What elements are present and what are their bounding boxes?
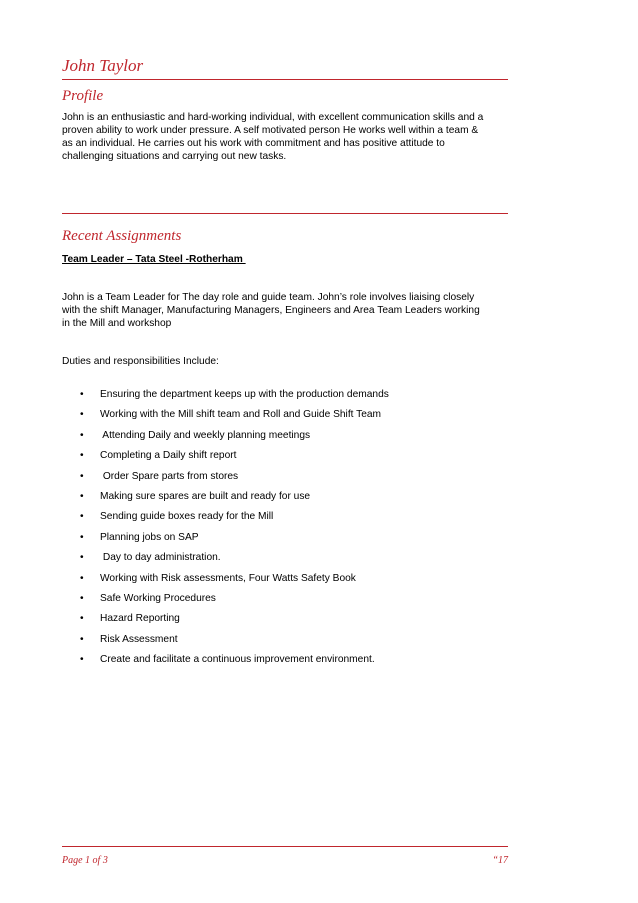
bullet-icon: • xyxy=(80,654,84,666)
duty-text: Working with Risk assessments, Four Watts Safety Book xyxy=(100,572,356,584)
profile-paragraph xyxy=(62,111,512,163)
duty-text: Safe Working Procedures xyxy=(100,592,216,604)
footer-divider xyxy=(62,846,508,847)
bullet-icon: • xyxy=(80,572,84,584)
duties-intro: Duties and responsibilities Include: xyxy=(62,356,219,367)
bullet-icon: • xyxy=(80,592,84,604)
duty-text: Ensuring the department keeps up with the production demands xyxy=(100,389,389,400)
duty-text: Attending Daily and weekly planning meetings xyxy=(100,429,311,441)
bullet-icon: • xyxy=(80,429,84,441)
profile-line: proven ability to work under pressure. A self motivated person He works well within a team & xyxy=(62,125,479,136)
duty-text: Create and facilitate a continuous improvement environment. xyxy=(100,654,375,666)
duty-text: Hazard Reporting xyxy=(100,613,180,625)
footer-date: “17 xyxy=(492,855,508,866)
duty-text: Day to day administration. xyxy=(100,552,221,564)
profile-line: John is an enthusiastic and hard-working individual, with excellent communication skills and a xyxy=(62,112,484,123)
profile-line: as an individual. He carries out his work with commitment and has positive attitude to xyxy=(62,138,445,149)
bullet-icon: • xyxy=(80,470,84,482)
page-number: Page 1 of 3 xyxy=(62,855,108,866)
duty-text: Risk Assessment xyxy=(100,633,178,645)
role-line: John is a Team Leader for The day role and guide team. John’s role involves liaising closely xyxy=(62,292,475,303)
bullet-icon: • xyxy=(80,633,84,645)
section-divider xyxy=(62,213,508,214)
profile-line: challenging situations and carrying out new tasks. xyxy=(62,151,287,162)
job-title: Team Leader – Tata Steel -Rotherham xyxy=(62,254,246,265)
bullet-icon: • xyxy=(80,531,84,543)
bullet-icon: • xyxy=(80,450,84,462)
bullet-icon: • xyxy=(80,409,84,421)
bullet-icon: • xyxy=(80,613,84,625)
duty-text: Order Spare parts from stores xyxy=(100,470,239,482)
candidate-name: John Taylor xyxy=(62,56,144,75)
bullet-icon: • xyxy=(80,389,84,400)
duty-text: Completing a Daily shift report xyxy=(100,450,237,462)
duty-text: Planning jobs on SAP xyxy=(100,531,199,543)
duty-text: Making sure spares are built and ready for use xyxy=(100,490,311,502)
header-divider xyxy=(62,79,508,80)
duty-text: Working with the Mill shift team and Roll and Guide Shift Team xyxy=(100,409,382,421)
bullet-icon: • xyxy=(80,511,84,523)
role-line: in the Mill and workshop xyxy=(62,318,172,329)
profile-heading: Profile xyxy=(62,88,104,104)
role-line: with the shift Manager, Manufacturing Managers, Engineers and Area Team Leaders working xyxy=(62,305,480,316)
bullet-icon: • xyxy=(80,552,84,564)
role-paragraph xyxy=(62,291,512,330)
duty-text: Sending guide boxes ready for the Mill xyxy=(100,511,274,523)
bullet-icon: • xyxy=(80,490,84,502)
recent-assignments-heading: Recent Assignments xyxy=(62,228,182,244)
